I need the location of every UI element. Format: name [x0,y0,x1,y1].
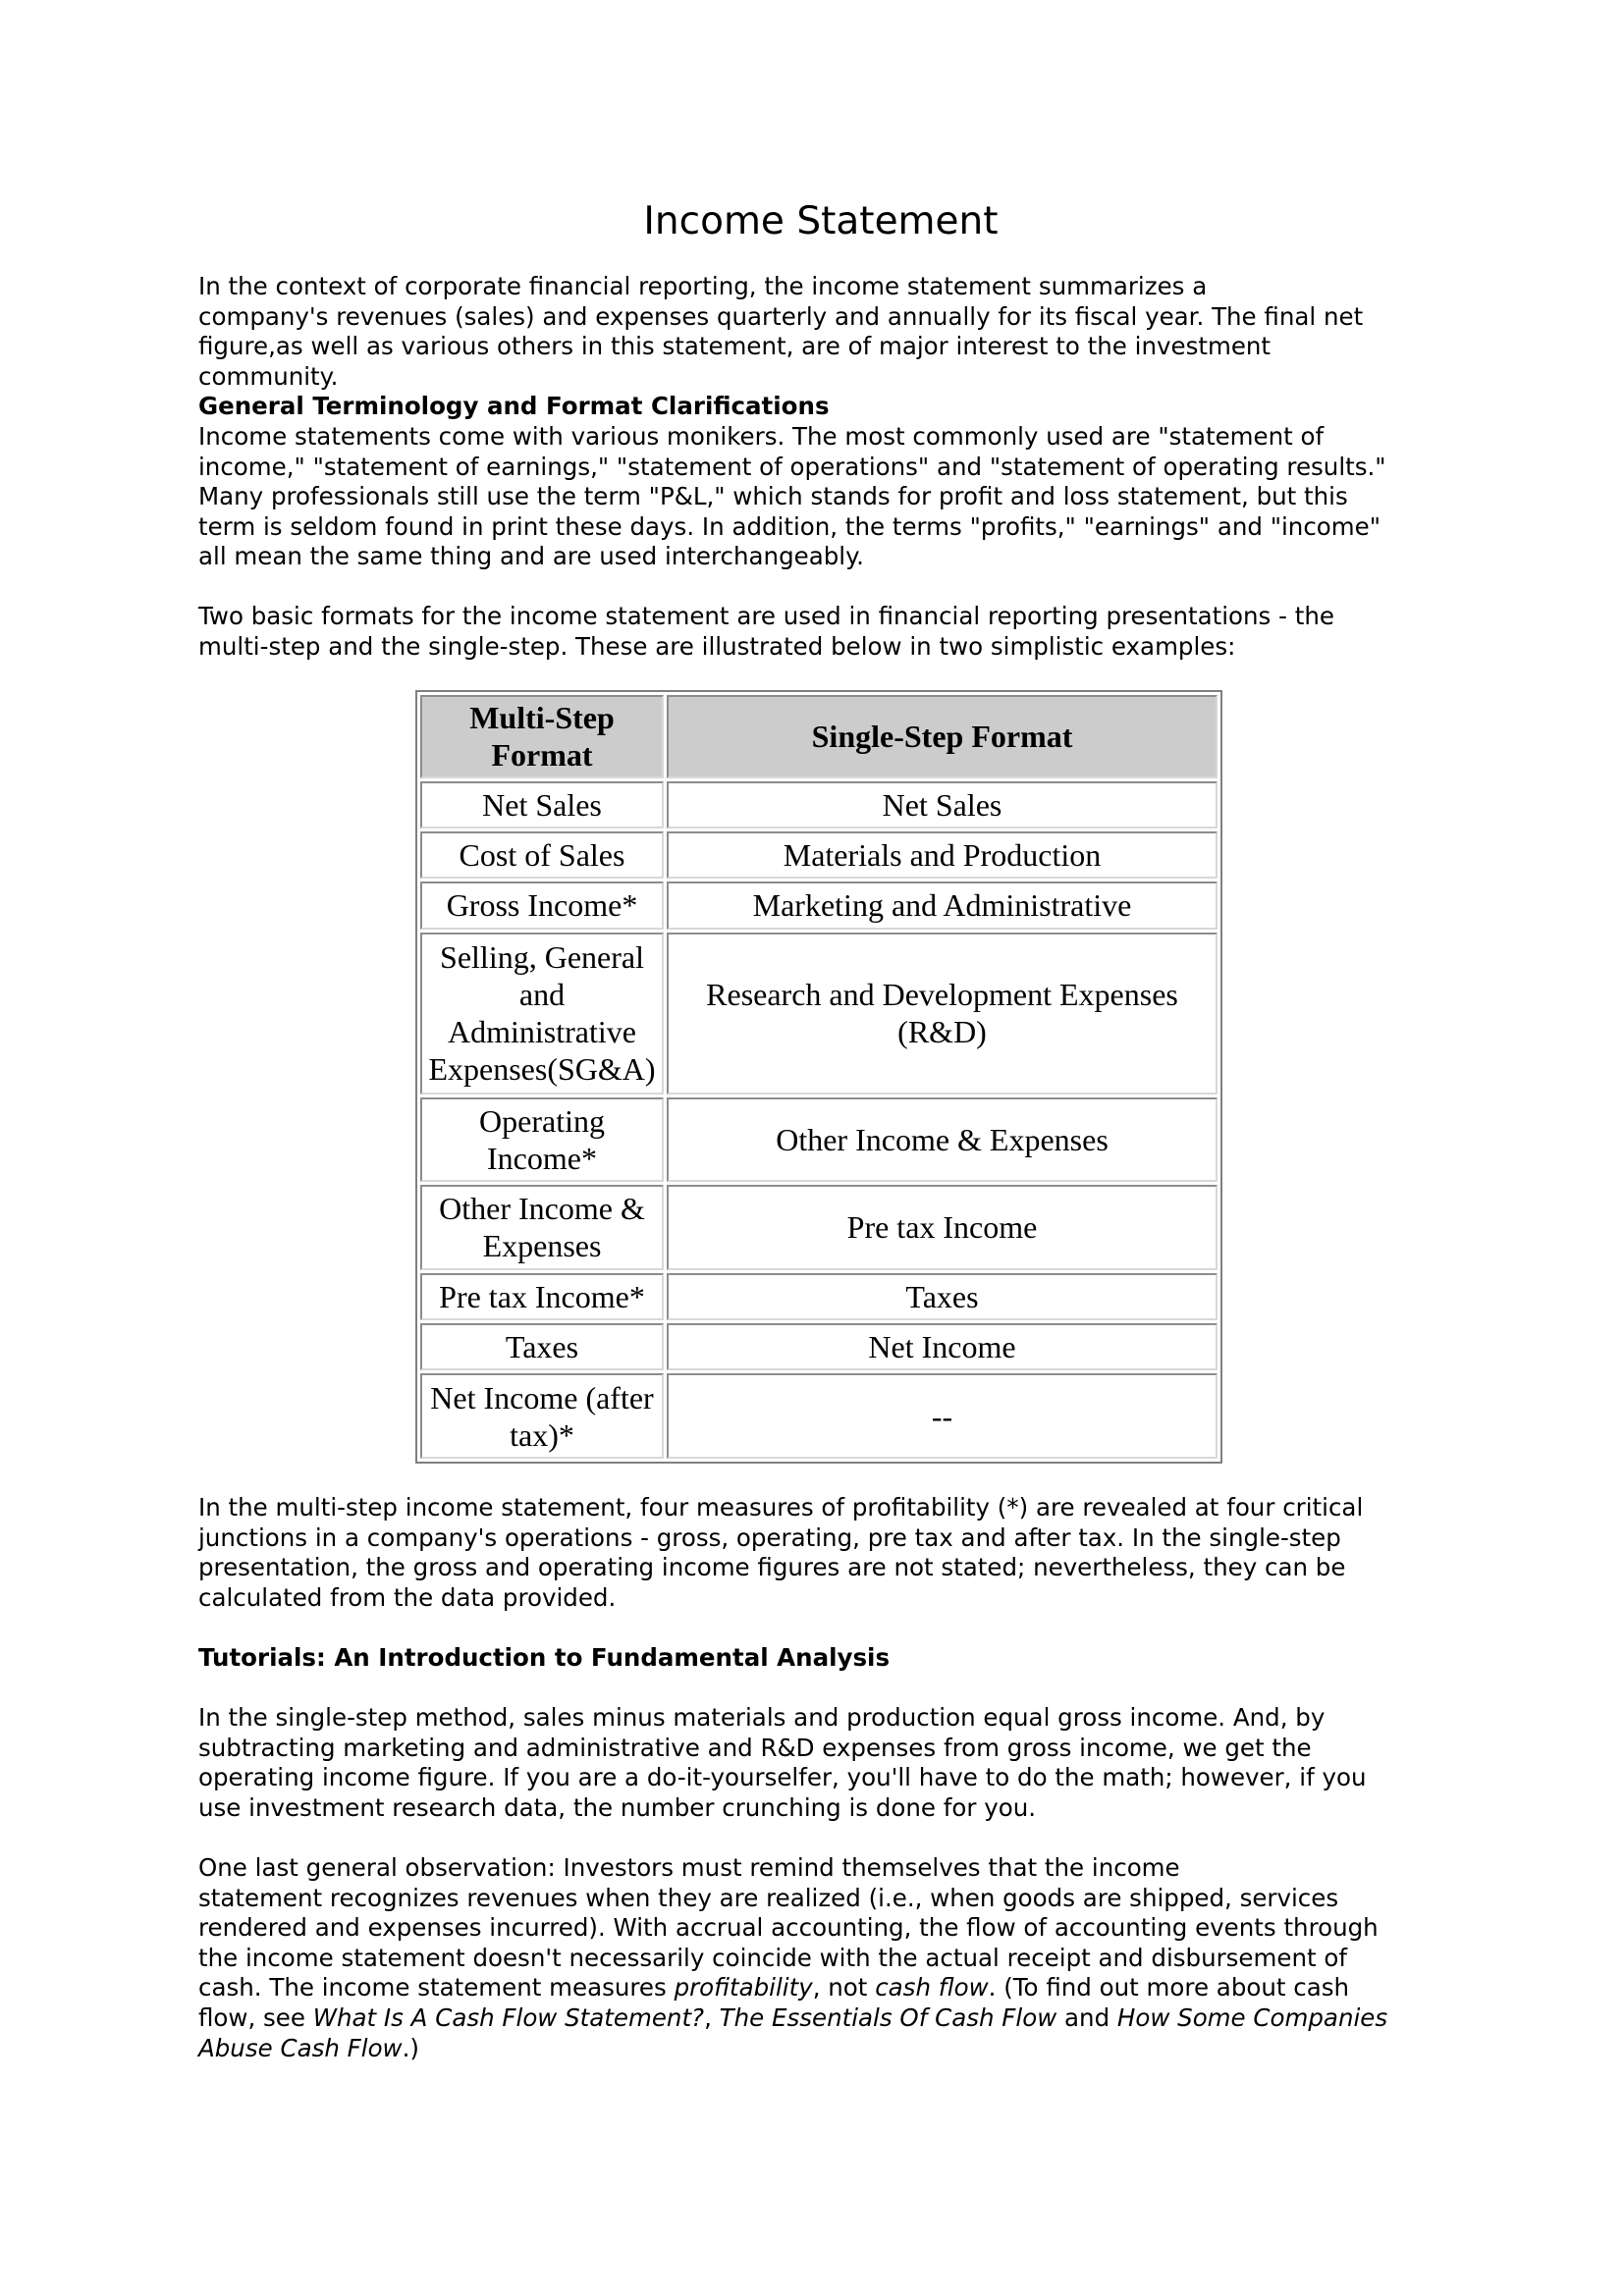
text-line: use investment research data, the number crunching is done for you. [198,1792,1037,1822]
multistep-note-paragraph [198,1493,1445,1613]
table-cell: Operating Income* [420,1097,664,1183]
table-cell: Taxes [667,1273,1218,1320]
tutorial-heading: Tutorials: An Introduction to Fundamental Analysis [198,1643,891,1672]
table-cell: Net Sales [667,781,1218,828]
table-cell: -- [667,1373,1218,1459]
text-line: income," "statement of earnings," "statement of operations" and "statement of operating results." [198,452,1386,481]
table-cell: Net Income (after tax)* [420,1373,664,1459]
table-cell: Cost of Sales [420,831,664,879]
italic-term: cash flow [875,1973,989,2002]
text-line: presentation, the gross and operating income figures are not stated; nevertheless, they can be [198,1553,1346,1582]
text-line [198,2003,1445,2034]
table-cell: Net Income [667,1323,1218,1370]
terminology-heading: General Terminology and Format Clarifications [198,392,830,421]
text-line: In the context of corporate financial reporting, the income statement summarizes a [198,272,1208,300]
page-title: Income Statement [643,199,999,243]
formats-intro-paragraph [198,602,1445,662]
text-line: all mean the same thing and are used interchangeably. [198,542,864,571]
table-cell: Pre tax Income* [420,1273,664,1320]
text-line: term is seldom found in print these days. In addition, the terms "profits," "earnings" and "income" [198,511,1380,541]
multi-step-header: Multi-Step Format [420,695,664,778]
format-comparison-table [415,690,1222,1464]
table-row [420,831,1218,879]
text-run: and [1056,2002,1117,2032]
text-line [198,2034,1445,2064]
text-line: junctions in a company's operations - gross, operating, pre tax and after tax. In the single-step [198,1522,1341,1552]
text-line: subtracting marketing and administrative and R&D expenses from gross income, we get the [198,1733,1312,1762]
text-line: In the multi-step income statement, four measures of profitability (*) are revealed at four critical [198,1493,1364,1522]
article-title: How Some Companies [1116,2002,1388,2032]
text-line: community. [198,361,339,391]
table-row [420,933,1218,1095]
observation-paragraph [198,1853,1445,2063]
italic-term: profitability [674,1973,813,2002]
single-step-header: Single-Step Format [667,695,1218,778]
table-cell: Gross Income* [420,881,664,929]
text-line: Two basic formats for the income statement are used in financial reporting presentations - the [198,602,1334,630]
table-cell: Net Sales [420,781,664,828]
table-cell: Selling, General and Administrative Expenses(SG&A) [420,933,664,1095]
text-line: statement recognizes revenues when they are realized (i.e., when goods are shipped, services [198,1883,1339,1912]
text-line: rendered and expenses incurred). With accrual accounting, the flow of accounting events through [198,1913,1379,1943]
text-line [198,1973,1445,2003]
table-header-row [420,695,1218,778]
text-line: Income statements come with various monikers. The most commonly used are "statement of [198,421,1325,451]
table-cell: Pre tax Income [667,1185,1218,1270]
text-run: , not [812,1973,876,2002]
text-line: multi-step and the single-step. These are illustrated below in two simplistic examples: [198,631,1236,661]
text-line: In the single-step method, sales minus materials and production equal gross income. And, by [198,1703,1326,1732]
table-row [420,1273,1218,1320]
table-row [420,1097,1218,1183]
text-run: .) [402,2033,419,2062]
table-cell: Other Income & Expenses [420,1185,664,1270]
text-run: . (To find out more about cash [988,1973,1350,2002]
text-line: Many professionals still use the term "P&L," which stands for profit and loss statement, but this [198,482,1348,511]
article-title: What Is A Cash Flow Statement? [312,2002,705,2032]
table-row [420,781,1218,828]
table-row [420,1323,1218,1370]
text-run: cash. The income statement measures [198,1973,675,2002]
table-cell: Other Income & Expenses [667,1097,1218,1183]
text-line: One last general observation: Investors must remind themselves that the income [198,1853,1180,1882]
text-run: , [704,2002,720,2032]
text-run: flow, see [198,2002,313,2032]
text-line: figure,as well as various others in this statement, are of major interest to the investment [198,332,1272,361]
article-title: The Essentials Of Cash Flow [719,2002,1057,2032]
text-line: calculated from the data provided. [198,1582,617,1612]
table-cell: Taxes [420,1323,664,1370]
intro-paragraph [198,272,1445,572]
table-cell: Materials and Production [667,831,1218,879]
table-row [420,1185,1218,1270]
table-cell: Marketing and Administrative [667,881,1218,929]
text-line: the income statement doesn't necessarily coincide with the actual receipt and disbursement of [198,1943,1347,1972]
text-line: operating income figure. If you are a do-it-yourselfer, you'll have to do the math; however, if you [198,1763,1367,1792]
table-cell: Research and Development Expenses (R&D) [667,933,1218,1095]
singlestep-note-paragraph [198,1703,1445,1823]
table-row [420,1373,1218,1459]
article-title: Abuse Cash Flow [198,2033,403,2062]
table-row [420,881,1218,929]
text-line: company's revenues (sales) and expenses quarterly and annually for its fiscal year. The final net [198,301,1364,331]
